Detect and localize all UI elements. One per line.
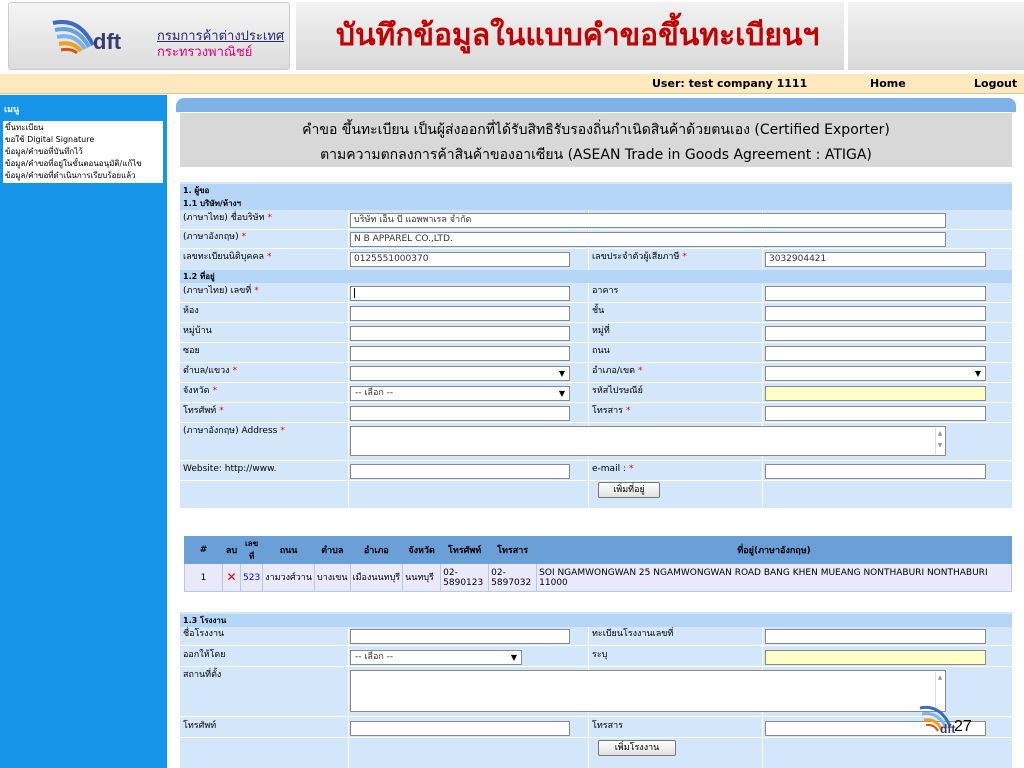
- main-panel: [176, 98, 1016, 768]
- factory-reg-label: ทะเบียนโรงงานเลขที่: [592, 629, 674, 639]
- province-selected: -- เลือก --: [355, 388, 394, 398]
- factory-name-label: ชื่อโรงงาน: [183, 629, 225, 639]
- soi-input[interactable]: [350, 346, 570, 361]
- moo-input[interactable]: [765, 326, 986, 341]
- juristic-input[interactable]: 0125551000370: [350, 252, 570, 267]
- fax-input[interactable]: [765, 406, 986, 421]
- col-fax: โทรสาร: [489, 537, 537, 564]
- cell-phone: 02-5890123: [441, 564, 489, 592]
- col-address-en: ที่อยู่(ภาษาอังกฤษ): [537, 537, 1012, 564]
- moo-label: หมู่ที่: [592, 326, 610, 336]
- col-province: จังหวัด: [403, 537, 441, 564]
- logo-text: dft: [93, 29, 122, 54]
- chevron-down-icon: ▼: [558, 369, 565, 378]
- table-header-row: [185, 537, 1012, 564]
- sidebar-item-digital-signature[interactable]: ขอใช้ Digital Signature: [5, 135, 95, 144]
- sidebar-menu: [3, 121, 163, 183]
- location-label: สถานที่ตั้ง: [183, 670, 222, 680]
- chevron-down-icon: ▼: [510, 653, 517, 662]
- cell-district: เมืองนนทบุรี: [350, 564, 403, 592]
- registration-form: [180, 182, 1012, 768]
- sidebar-item-pending[interactable]: ข้อมูล/คำขอที่อยู่ในขั้นตอนอนุมัติ/แก้ไข: [5, 159, 142, 168]
- chevron-down-icon: ▼: [974, 369, 981, 378]
- specify-input[interactable]: [765, 650, 986, 665]
- form-title-line2: ตามความตกลงการค้าสินค้าของอาเซียน (ASEAN Trade in Goods Agreement : ATIGA): [320, 147, 872, 163]
- addr-no-input[interactable]: [350, 286, 570, 301]
- divider: [348, 210, 349, 524]
- district-select[interactable]: [765, 366, 986, 381]
- factory-phone-input[interactable]: [350, 721, 570, 736]
- room-input[interactable]: [350, 306, 570, 321]
- road-label: ถนน: [592, 346, 610, 356]
- header: [0, 0, 1024, 72]
- phone-label: โทรศัพท์ *: [183, 406, 224, 416]
- sidebar: [0, 95, 167, 768]
- logo-dept-name: กรมการค้าต่างประเทศ: [157, 29, 285, 44]
- add-factory-button[interactable]: เพิ่มโรงงาน: [598, 740, 676, 756]
- divider: [762, 210, 763, 524]
- dft-logo: [8, 2, 290, 70]
- fax-label: โทรสาร *: [592, 406, 631, 416]
- cell-num: 1: [185, 564, 223, 592]
- building-label: อาคาร: [592, 286, 619, 296]
- floor-input[interactable]: [765, 306, 986, 321]
- corner-logo-text: dft: [940, 722, 956, 736]
- location-textarea[interactable]: [350, 670, 946, 712]
- email-label: e-mail : *: [592, 464, 634, 474]
- chevron-down-icon: ▼: [558, 389, 565, 398]
- cell-province: นนทบุรี: [403, 564, 441, 592]
- cell-fax: 02-5897032: [489, 564, 537, 592]
- sidebar-item-register[interactable]: ขึ้นทะเบียน: [5, 123, 44, 132]
- logout-link[interactable]: Logout: [974, 77, 1018, 90]
- factory-name-input[interactable]: [350, 629, 570, 644]
- road-input[interactable]: [765, 346, 986, 361]
- cell-address-en: SOI NGAMWONGWAN 25 NGAMWONGWAN ROAD BANG KHEN MUEANG NONTHABURI NONTHABURI 11000: [537, 564, 1012, 592]
- col-delete: ลบ: [223, 537, 241, 564]
- taxid-input[interactable]: 3032904421: [765, 252, 986, 267]
- cell-road: งามวงศ์วาน: [263, 564, 315, 592]
- postal-input[interactable]: [765, 386, 986, 401]
- scrollbar[interactable]: ▲: [935, 672, 944, 710]
- subdistrict-select[interactable]: [350, 366, 570, 381]
- user-label: User: test company 1111: [652, 77, 808, 90]
- col-no: เลขที่: [241, 537, 263, 564]
- form-title-line1: คำขอ ขึ้นทะเบียน เป็นผู้ส่งออกที่ได้รับสิทธิรับรองถิ่นกำเนิดสินค้าด้วยตนเอง (Certified Exporter): [302, 122, 890, 138]
- col-district: อำเภอ: [350, 537, 403, 564]
- sidebar-item-saved[interactable]: ข้อมูล/คำขอที่บันทึกไว้: [5, 147, 83, 156]
- scrollbar[interactable]: ▲ ▼: [935, 428, 944, 454]
- section-factory: 1.3 โรงงาน: [180, 614, 1012, 627]
- province-select[interactable]: [350, 386, 570, 401]
- form-title: [180, 113, 1012, 167]
- phone-input[interactable]: [350, 406, 570, 421]
- website-label: Website: http://www.: [183, 464, 277, 474]
- soi-label: ซอย: [183, 346, 200, 356]
- col-subdistrict: ตำบล: [315, 537, 351, 564]
- section-company: 1.1 บริษัท/ห้างฯ: [180, 197, 1012, 210]
- issued-by-select[interactable]: [350, 650, 522, 665]
- company-en-label: (ภาษาอังกฤษ) *: [183, 232, 247, 242]
- add-address-button[interactable]: เพิ่มที่อยู่: [598, 482, 660, 498]
- home-link[interactable]: Home: [870, 77, 906, 90]
- table-row: [185, 564, 1012, 592]
- specify-label: ระบุ: [592, 650, 608, 660]
- postal-label: รหัสไปรษณีย์: [592, 386, 643, 396]
- taxid-label: เลขประจำตัวผู้เสียภาษี *: [592, 252, 687, 262]
- factory-fax-label: โทรสาร: [592, 721, 623, 731]
- section-applicant: 1. ผู้ขอ: [180, 184, 1012, 197]
- building-input[interactable]: [765, 286, 986, 301]
- cell-subdistrict: บางเขน: [315, 564, 351, 592]
- col-road: ถนน: [263, 537, 315, 564]
- subdistrict-label: ตำบล/แขวง *: [183, 366, 238, 376]
- sidebar-item-completed[interactable]: ข้อมูล/คำขอที่ดำเนินการเรียบร้อยแล้ว: [5, 171, 136, 180]
- floor-label: ชั้น: [592, 306, 605, 316]
- address-en-textarea[interactable]: [350, 426, 946, 456]
- juristic-label: เลขทะเบียนนิติบุคคล *: [183, 252, 272, 262]
- section-address: 1.2 ที่อยู่: [180, 270, 1012, 283]
- panel-cap: [176, 98, 1016, 112]
- room-label: ห้อง: [183, 306, 199, 316]
- logo-ministry-name: กระทรวงพาณิชย์: [157, 45, 253, 60]
- address-table: [184, 536, 1012, 592]
- user-bar: [0, 74, 1024, 94]
- village-input[interactable]: [350, 326, 570, 341]
- factory-phone-label: โทรศัพท์: [183, 721, 217, 731]
- header-right-panel: [848, 2, 1024, 70]
- issued-by-label: ออกให้โดย: [183, 650, 226, 660]
- col-num: #: [185, 537, 223, 564]
- issued-by-selected: -- เลือก --: [355, 652, 394, 662]
- cell-no-link[interactable]: 523: [241, 564, 263, 592]
- company-en-input[interactable]: N B APPAREL CO.,LTD.: [350, 232, 946, 247]
- addr-no-label: (ภาษาไทย) เลขที่ *: [183, 286, 259, 296]
- village-label: หมู่บ้าน: [183, 326, 212, 336]
- factory-reg-input[interactable]: [765, 629, 986, 644]
- title-banner: [296, 2, 844, 70]
- address-en-label: (ภาษาอังกฤษ) Address *: [183, 426, 285, 436]
- company-th-input[interactable]: บริษัท เอ็น บี แอพพาเรล จำกัด: [350, 213, 946, 228]
- page-number: 27: [954, 718, 972, 735]
- delete-icon[interactable]: ✕: [226, 569, 237, 584]
- page-title: บันทึกข้อมูลในแบบคำขอขึ้นทะเบียนฯ: [336, 18, 820, 53]
- province-label: จังหวัด *: [183, 386, 217, 396]
- company-th-label: (ภาษาไทย) ชื่อบริษัท *: [183, 213, 273, 223]
- email-input[interactable]: [765, 464, 986, 479]
- sidebar-title: เมนู: [4, 105, 20, 115]
- website-input[interactable]: [350, 464, 570, 479]
- divider: [588, 210, 589, 524]
- col-phone: โทรศัพท์: [441, 537, 489, 564]
- district-label: อำเภอ/เขต *: [592, 366, 643, 376]
